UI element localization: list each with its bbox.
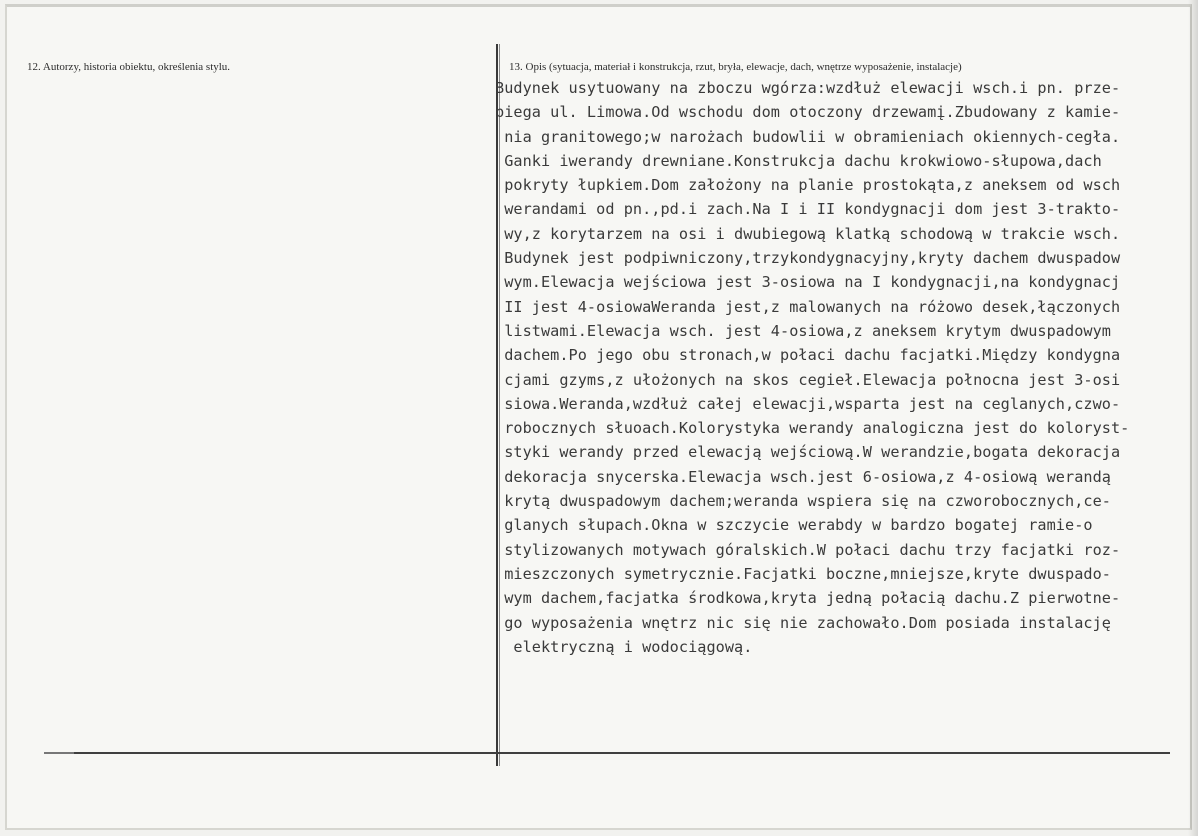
description-line: dekoracja snycerska.Elewacja wsch.jest 6-osiowa,z 4-osiową werandą [495, 467, 1111, 486]
description-line: biega ul. Limowa.Od wschodu dom otoczony drzewamį.Zbudowany z kamie- [495, 103, 1121, 122]
bottom-rule-stub [44, 752, 74, 754]
bottom-rule [44, 752, 1170, 754]
description-line: robocznych słuoach.Kolorystyka werandy analogiczna jest do koloryst- [495, 419, 1130, 438]
description-line: Ganki iwerandy drewniane.Konstrukcja dachu krokwiowo-słupowa,dach [495, 151, 1102, 170]
description-line: nia granitowego;w narożach budowlii w obramieniach okiennych-cegła. [495, 127, 1121, 146]
description-line: II jest 4-osiowaWeranda jest,z malowanych na różowo desek,łączonych [495, 297, 1121, 316]
description-line: go wyposażenia wnętrz nic się nie zachowało.Dom posiada instalację [495, 613, 1111, 632]
description-line: mieszczonych symetrycznie.Facjatki boczne,mniejsze,kryte dwuspado- [495, 564, 1111, 583]
description-line: Budynek usytuowany na zboczu wgórza:wzdłuż elewacji wsch.i pn. prze- [495, 79, 1121, 97]
description-line: Budynek jest podpiwniczony,trzykondygnacyjny,kryty dachem dwuspadow [495, 249, 1121, 268]
description-line: elektryczną i wodociągową. [495, 637, 753, 656]
description-line: cjami gzyms,z ułożonych na skos cegieł.Elewacja połnocna jest 3-osi [495, 370, 1121, 389]
description-line: wym dachem,facjatka środkowa,kryta jedną połacią dachu.Z pierwotne- [495, 589, 1121, 608]
description-line: styki werandy przed elewacją wejściową.W werandzie,bogata dekoracja [495, 443, 1121, 462]
description-line: stylizowanych motywach góralskich.W połaci dachu trzy facjatki roz- [495, 540, 1121, 559]
description-line: wym.Elewacja wejściowa jest 3-osiowa na I kondygnacji,na kondygnacj [495, 273, 1121, 292]
description-text [495, 76, 1195, 659]
description-line: krytą dwuspadowym dachem;weranda wspiera się na czworobocznych,ce- [495, 492, 1111, 511]
description-line: werandami od pn.,pd.i zach.Na I i II kondygnacji dom jest 3-trakto- [495, 200, 1121, 219]
section-12-label: 12. Autorzy, historia obiektu, określenia stylu. [27, 61, 231, 73]
description-line: listwami.Elewacja wsch. jest 4-osiowa,z aneksem krytym dwuspadowym [495, 321, 1111, 340]
description-line: siowa.Weranda,wzdłuż całej elewacji,wsparta jest na ceglanych,czwo- [495, 394, 1121, 413]
description-line: glanych słupach.Okna w szczycie werabdy w bardzo bogatej ramie-o [495, 516, 1093, 535]
section-13-label: 13. Opis (sytuacja, materiał i konstrukcja, rzut, bryła, elewacje, dach, wnętrze wyposażenie, instalacje) [509, 61, 962, 73]
description-line: dachem.Po jego obu stronach,w połaci dachu facjatki.Między kondygna [495, 346, 1121, 365]
description-line: pokryty łupkiem.Dom założony na planie prostokąta,z aneksem od wsch [495, 176, 1121, 195]
description-line: wy,z korytarzem na osi i dwubiegową klatką schodową w trakcie wsch. [495, 224, 1121, 243]
